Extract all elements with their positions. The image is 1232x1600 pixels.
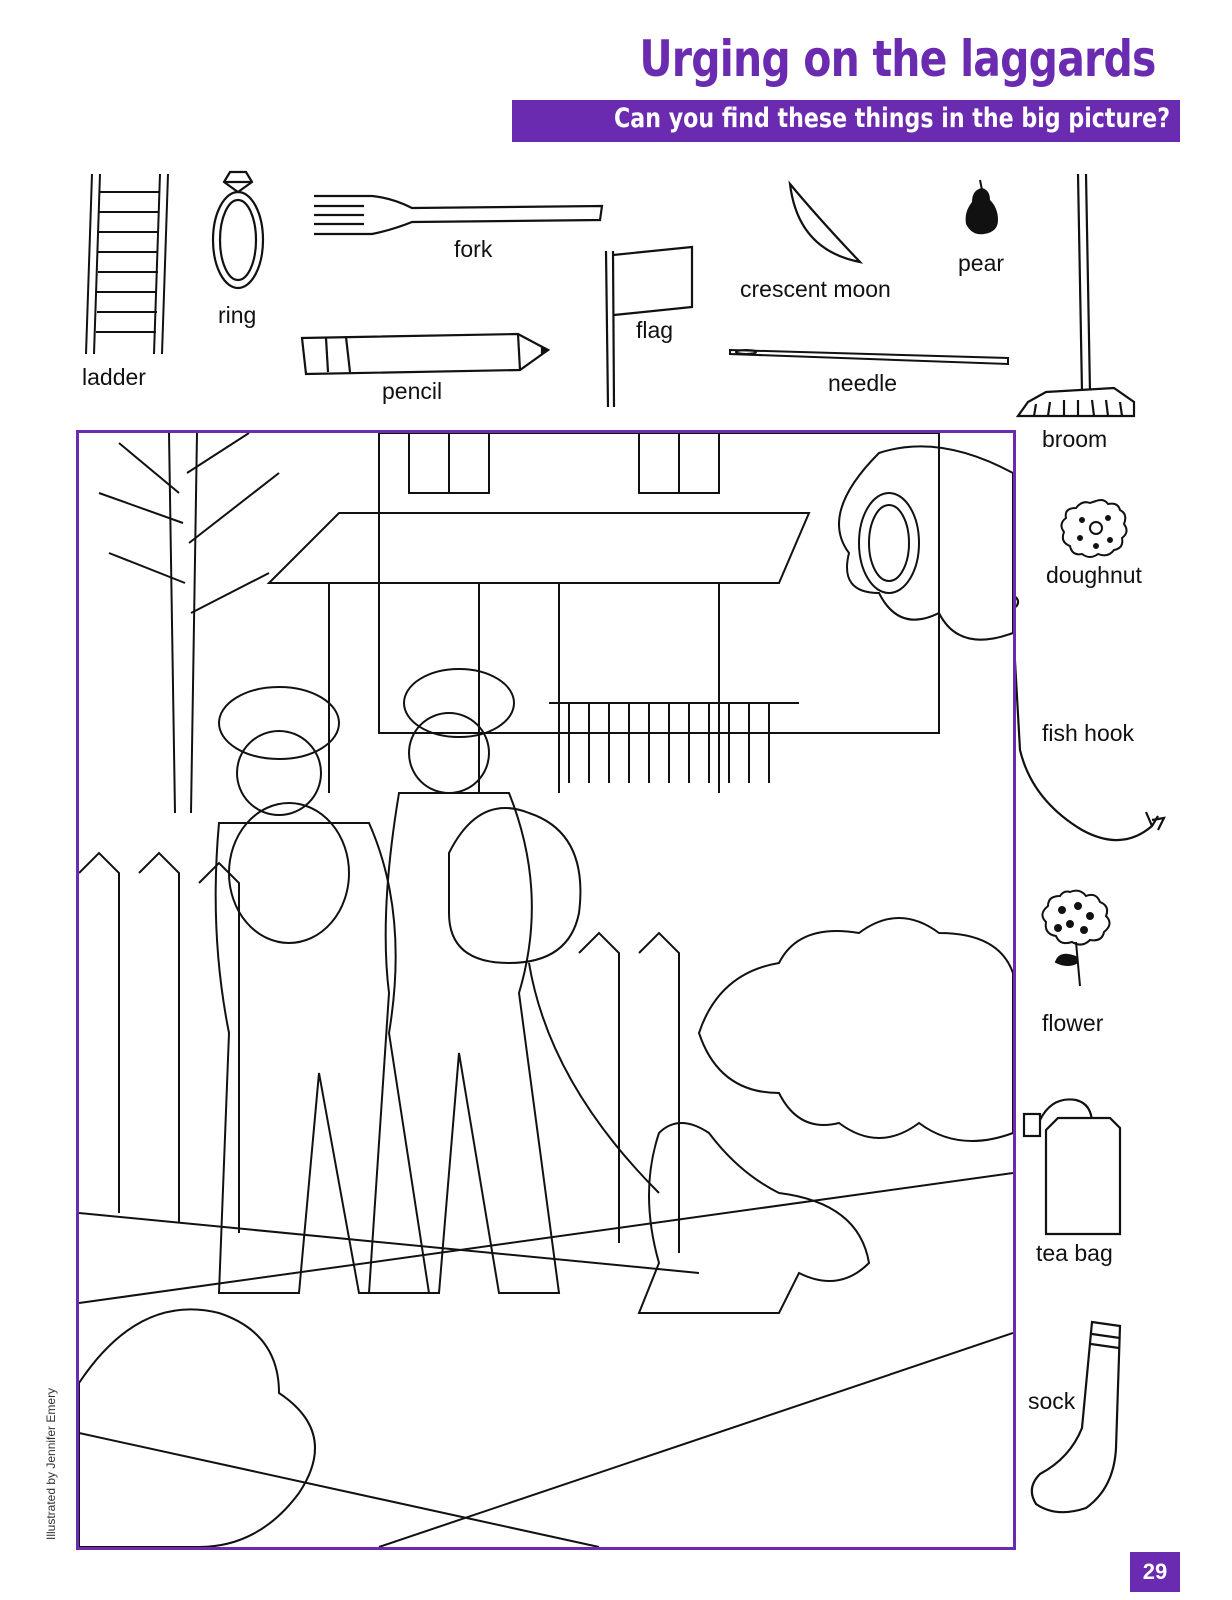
label-pencil: pencil bbox=[382, 378, 443, 404]
pumpkin bbox=[449, 808, 580, 963]
oak-leaf-right bbox=[699, 918, 1013, 1141]
label-flag: flag bbox=[636, 317, 674, 343]
label-tea-bag: tea bag bbox=[1036, 1240, 1113, 1266]
label-sock: sock bbox=[1028, 1388, 1076, 1414]
flower-icon bbox=[1030, 888, 1120, 988]
scene-illustration bbox=[79, 433, 1013, 1547]
label-fish-hook: fish hook bbox=[1042, 720, 1135, 746]
pencil-icon bbox=[298, 330, 558, 380]
hidden-picture-scene[interactable] bbox=[76, 430, 1016, 1550]
label-crescent-moon: crescent moon bbox=[740, 276, 891, 302]
tea-bag-icon bbox=[1022, 1094, 1132, 1239]
girl-left-head bbox=[237, 731, 321, 815]
girl-right-head bbox=[409, 713, 489, 793]
credit-text: Illustrated by Jennifer Emery bbox=[44, 1387, 58, 1540]
picket-fence bbox=[79, 853, 699, 1273]
pear-icon bbox=[962, 178, 1002, 238]
dog bbox=[639, 1123, 869, 1313]
girl-left-hat bbox=[219, 687, 339, 759]
label-ladder: ladder bbox=[82, 364, 146, 390]
label-doughnut: doughnut bbox=[1046, 562, 1142, 588]
doughnut-icon bbox=[1046, 498, 1146, 558]
illustrator-credit bbox=[44, 1380, 62, 1540]
ring-icon bbox=[208, 168, 268, 298]
subtitle-bar bbox=[512, 100, 1180, 142]
dog-leash bbox=[529, 963, 659, 1193]
oak-leaf-top bbox=[839, 446, 1013, 639]
crescent-moon-icon bbox=[740, 180, 870, 270]
porch-railing bbox=[549, 703, 799, 733]
label-ring: ring bbox=[218, 302, 257, 328]
label-fork: fork bbox=[454, 236, 493, 262]
needle-icon bbox=[728, 342, 1013, 366]
leaf-bottom-left bbox=[79, 1309, 315, 1547]
label-flower: flower bbox=[1042, 1010, 1104, 1036]
label-needle: needle bbox=[828, 370, 898, 396]
girl-right-body bbox=[369, 793, 559, 1293]
page-title: Urging on the laggards bbox=[639, 30, 1156, 88]
tree-trunk bbox=[169, 433, 197, 813]
page-number: 29 bbox=[1130, 1552, 1180, 1592]
broom-icon bbox=[1016, 170, 1141, 425]
girl-right-hat bbox=[404, 669, 514, 737]
label-pear: pear bbox=[958, 250, 1005, 276]
page-subtitle: Can you find these things in the big picture? bbox=[614, 103, 1170, 134]
sock-icon bbox=[1026, 1318, 1126, 1518]
girl-left-body bbox=[216, 823, 429, 1293]
label-broom: broom bbox=[1042, 426, 1108, 452]
porch-roof bbox=[269, 513, 809, 583]
sidewalk bbox=[79, 1173, 1013, 1547]
ladder-icon bbox=[82, 172, 172, 357]
